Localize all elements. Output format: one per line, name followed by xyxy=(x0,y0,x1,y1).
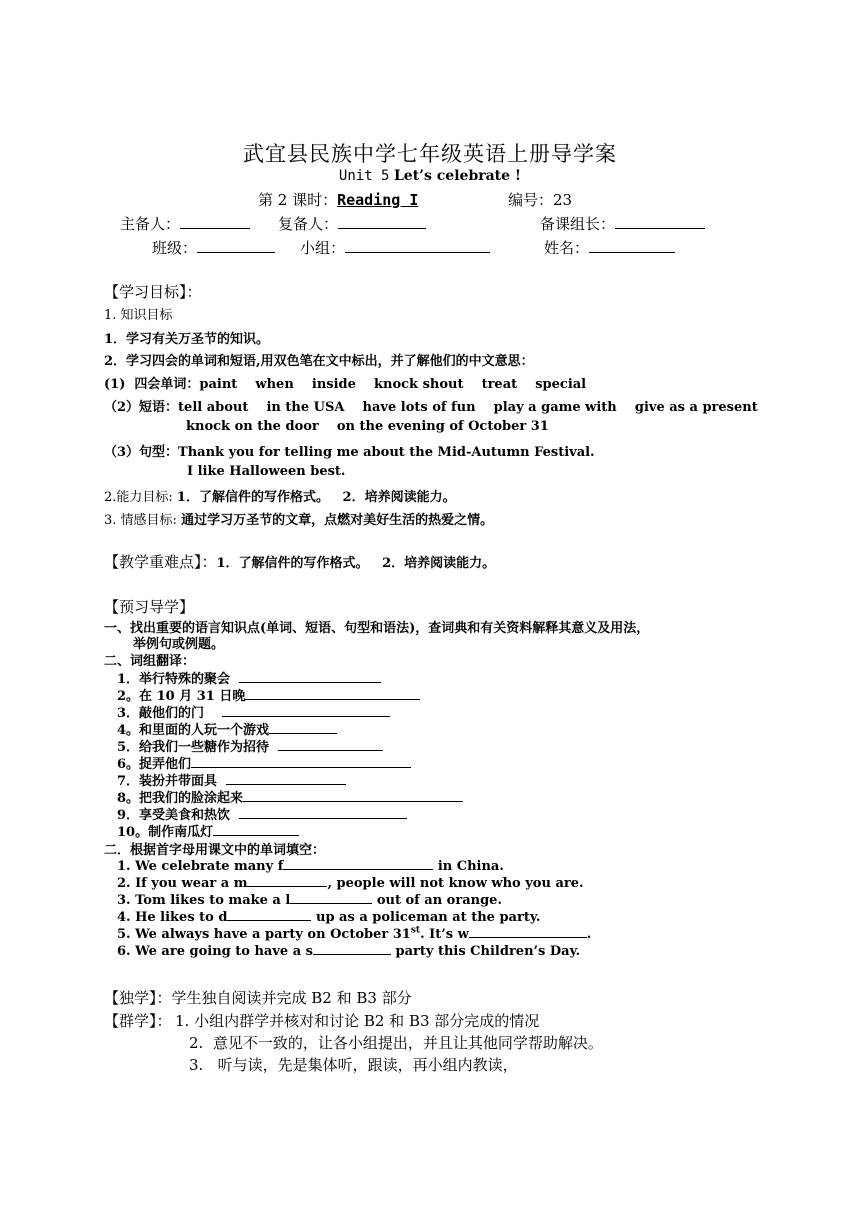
fill-text: out of an orange. xyxy=(372,893,502,908)
lesson-name: Reading I xyxy=(337,191,419,209)
reviewer-field xyxy=(278,213,426,234)
page-title: 武宜县民族中学七年级英语上册导学案 xyxy=(243,142,617,166)
knowledge-label: 1. 知识目标 xyxy=(104,308,173,323)
answer-blank[interactable] xyxy=(239,670,381,683)
fill-text: party this Children’s Day. xyxy=(390,944,581,959)
group-study-label: 【群学】： xyxy=(104,1012,172,1030)
fill-text: 4. He likes to d xyxy=(117,910,228,925)
list-item xyxy=(117,925,591,942)
answer-blank[interactable] xyxy=(283,857,433,870)
answer-blank[interactable] xyxy=(243,789,463,802)
fill-text: 1. We celebrate many f xyxy=(117,859,284,874)
class-blank[interactable] xyxy=(197,240,275,253)
preview-q3-heading: 二．根据首字母用课文中的单词填空： xyxy=(104,843,326,858)
unit-prefix: Unit 5 xyxy=(338,168,390,184)
group-leader-field xyxy=(540,213,705,234)
knowledge-item-2: 2．学习四会的单词和短语,用双色笔在文中标出，并了解他们的中文意思： xyxy=(104,354,534,369)
four-skill-words: (1) 四会单词：paint when inside knock shout treat special xyxy=(104,377,587,392)
phrases-line-2: knock on the door on the evening of October 31 xyxy=(186,419,549,434)
objectives-heading: 【学习目标】： xyxy=(104,283,202,301)
group-study-item: 2. 意见不一致的，让各小组提出，并且让其他同学帮助解决。 xyxy=(189,1034,603,1052)
preview-q1-line1: 一、找出重要的语言知识点(单词、短语、句型和语法)，查词典和有关资料解释其意义及用法， xyxy=(104,621,650,636)
name-label: 姓名： xyxy=(544,239,590,257)
ability-objective xyxy=(104,486,456,505)
knowledge-item-1: 1．学习有关万圣节的知识。 xyxy=(104,332,270,347)
self-study xyxy=(104,987,412,1008)
answer-blank[interactable] xyxy=(239,806,407,819)
fill-text: , people will not know who you are. xyxy=(327,876,584,891)
group-study-item: 1. 小组内群学并核对和讨论 B2 和 B3 部分完成的情况 xyxy=(175,1012,540,1030)
key-points xyxy=(104,551,495,572)
lesson-prefix: 第 2 课时： xyxy=(258,191,338,209)
answer-blank[interactable] xyxy=(191,755,411,768)
emotion-text: 通过学习万圣节的文章，点燃对美好生活的热爱之情。 xyxy=(181,513,494,528)
preparer-label: 主备人： xyxy=(120,215,181,233)
preview-q1-line2: 举例句或例题。 xyxy=(133,637,225,652)
class-label: 班级： xyxy=(152,239,198,257)
name-field xyxy=(544,237,675,258)
fill-text: in China. xyxy=(433,859,504,874)
fill-text: 6. We are going to have a s xyxy=(117,944,313,959)
key-points-heading: 【教学重难点】： xyxy=(104,553,217,571)
preparer-field xyxy=(120,213,250,234)
unit-line xyxy=(0,168,860,184)
list-item xyxy=(117,874,584,891)
emotion-label: 3. 情感目标: xyxy=(104,513,182,528)
answer-blank[interactable] xyxy=(313,942,391,955)
phrase-item-text: 9．享受美食和热饮 xyxy=(117,808,231,823)
answer-blank[interactable] xyxy=(213,823,299,836)
team-label: 小组： xyxy=(300,239,346,257)
key-points-text: 1．了解信件的写作格式。 2．培养阅读能力。 xyxy=(216,556,496,571)
number-label: 编号：23 xyxy=(508,191,573,209)
phrase-item-text: 4。和里面的人玩一个游戏 xyxy=(117,723,270,738)
fill-text: 2. If you wear a m xyxy=(117,876,248,891)
name-blank[interactable] xyxy=(589,240,675,253)
phrase-item-text: 2。在 10 月 31 日晚 xyxy=(117,689,246,704)
preview-heading: 【预习导学】 xyxy=(104,598,195,616)
group-leader-label: 备课组长： xyxy=(540,215,616,233)
reviewer-blank[interactable] xyxy=(338,216,426,229)
fill-text: . It’s w xyxy=(420,927,469,942)
ordinal-suffix: st xyxy=(410,925,421,936)
answer-blank[interactable] xyxy=(247,874,327,887)
phrase-item-text: 3．敲他们的门 xyxy=(117,706,205,721)
answer-blank[interactable] xyxy=(226,772,346,785)
phrase-item-text: 10。制作南瓜灯 xyxy=(117,825,214,840)
answer-blank[interactable] xyxy=(245,687,420,700)
preview-q2-heading: 二、词组翻译： xyxy=(104,654,196,669)
sentences-line-1: （3）句型：Thank you for telling me about the Mid-Autumn Festival. xyxy=(104,445,595,460)
list-item xyxy=(117,891,502,908)
answer-blank[interactable] xyxy=(269,721,337,734)
phrase-item-text: 1．举行特殊的聚会 xyxy=(117,672,231,687)
phrase-item-text: 8。把我们的脸涂起来 xyxy=(117,791,244,806)
emotion-objective xyxy=(104,509,493,528)
sentences-line-2: I like Halloween best. xyxy=(187,464,346,479)
team-field xyxy=(300,237,490,258)
fill-text: 3. Tom likes to make a l xyxy=(117,893,291,908)
fill-text: . xyxy=(586,927,592,942)
preparer-blank[interactable] xyxy=(180,216,250,229)
phrase-item-text: 7．装扮并带面具 xyxy=(117,774,218,789)
unit-title: Let’s celebrate ! xyxy=(393,168,522,184)
answer-blank[interactable] xyxy=(227,908,311,921)
phrase-item-text: 5．给我们一些糖作为招待 xyxy=(117,740,270,755)
phrase-item-text: 6。捉弄他们 xyxy=(117,757,192,772)
answer-blank[interactable] xyxy=(469,925,587,938)
answer-blank[interactable] xyxy=(222,704,390,717)
answer-blank[interactable] xyxy=(290,891,372,904)
class-field xyxy=(152,237,275,258)
self-study-text: 学生独自阅读并完成 B2 和 B3 部分 xyxy=(171,989,412,1007)
reviewer-label: 复备人： xyxy=(278,215,339,233)
phrases-line-1: （2）短语：tell about in the USA have lots of fun play a game with give as a present xyxy=(104,400,758,415)
self-study-label: 【独学】： xyxy=(104,989,172,1007)
group-leader-blank[interactable] xyxy=(615,216,705,229)
ability-label: 2.能力目标: xyxy=(104,490,177,505)
team-blank[interactable] xyxy=(345,240,490,253)
list-item xyxy=(117,942,580,959)
lesson-line xyxy=(258,189,418,210)
list-item xyxy=(117,908,540,925)
fill-text: up as a policeman at the party. xyxy=(311,910,541,925)
group-study-item: 3. 听与读，先是集体听，跟读，再小组内教读， xyxy=(189,1056,518,1074)
ability-text: 1．了解信件的写作格式。 2．培养阅读能力。 xyxy=(176,490,456,505)
answer-blank[interactable] xyxy=(278,738,383,751)
list-item xyxy=(117,821,299,840)
fill-text: 5. We always have a party on October 31 xyxy=(117,927,411,942)
list-item xyxy=(117,857,504,874)
